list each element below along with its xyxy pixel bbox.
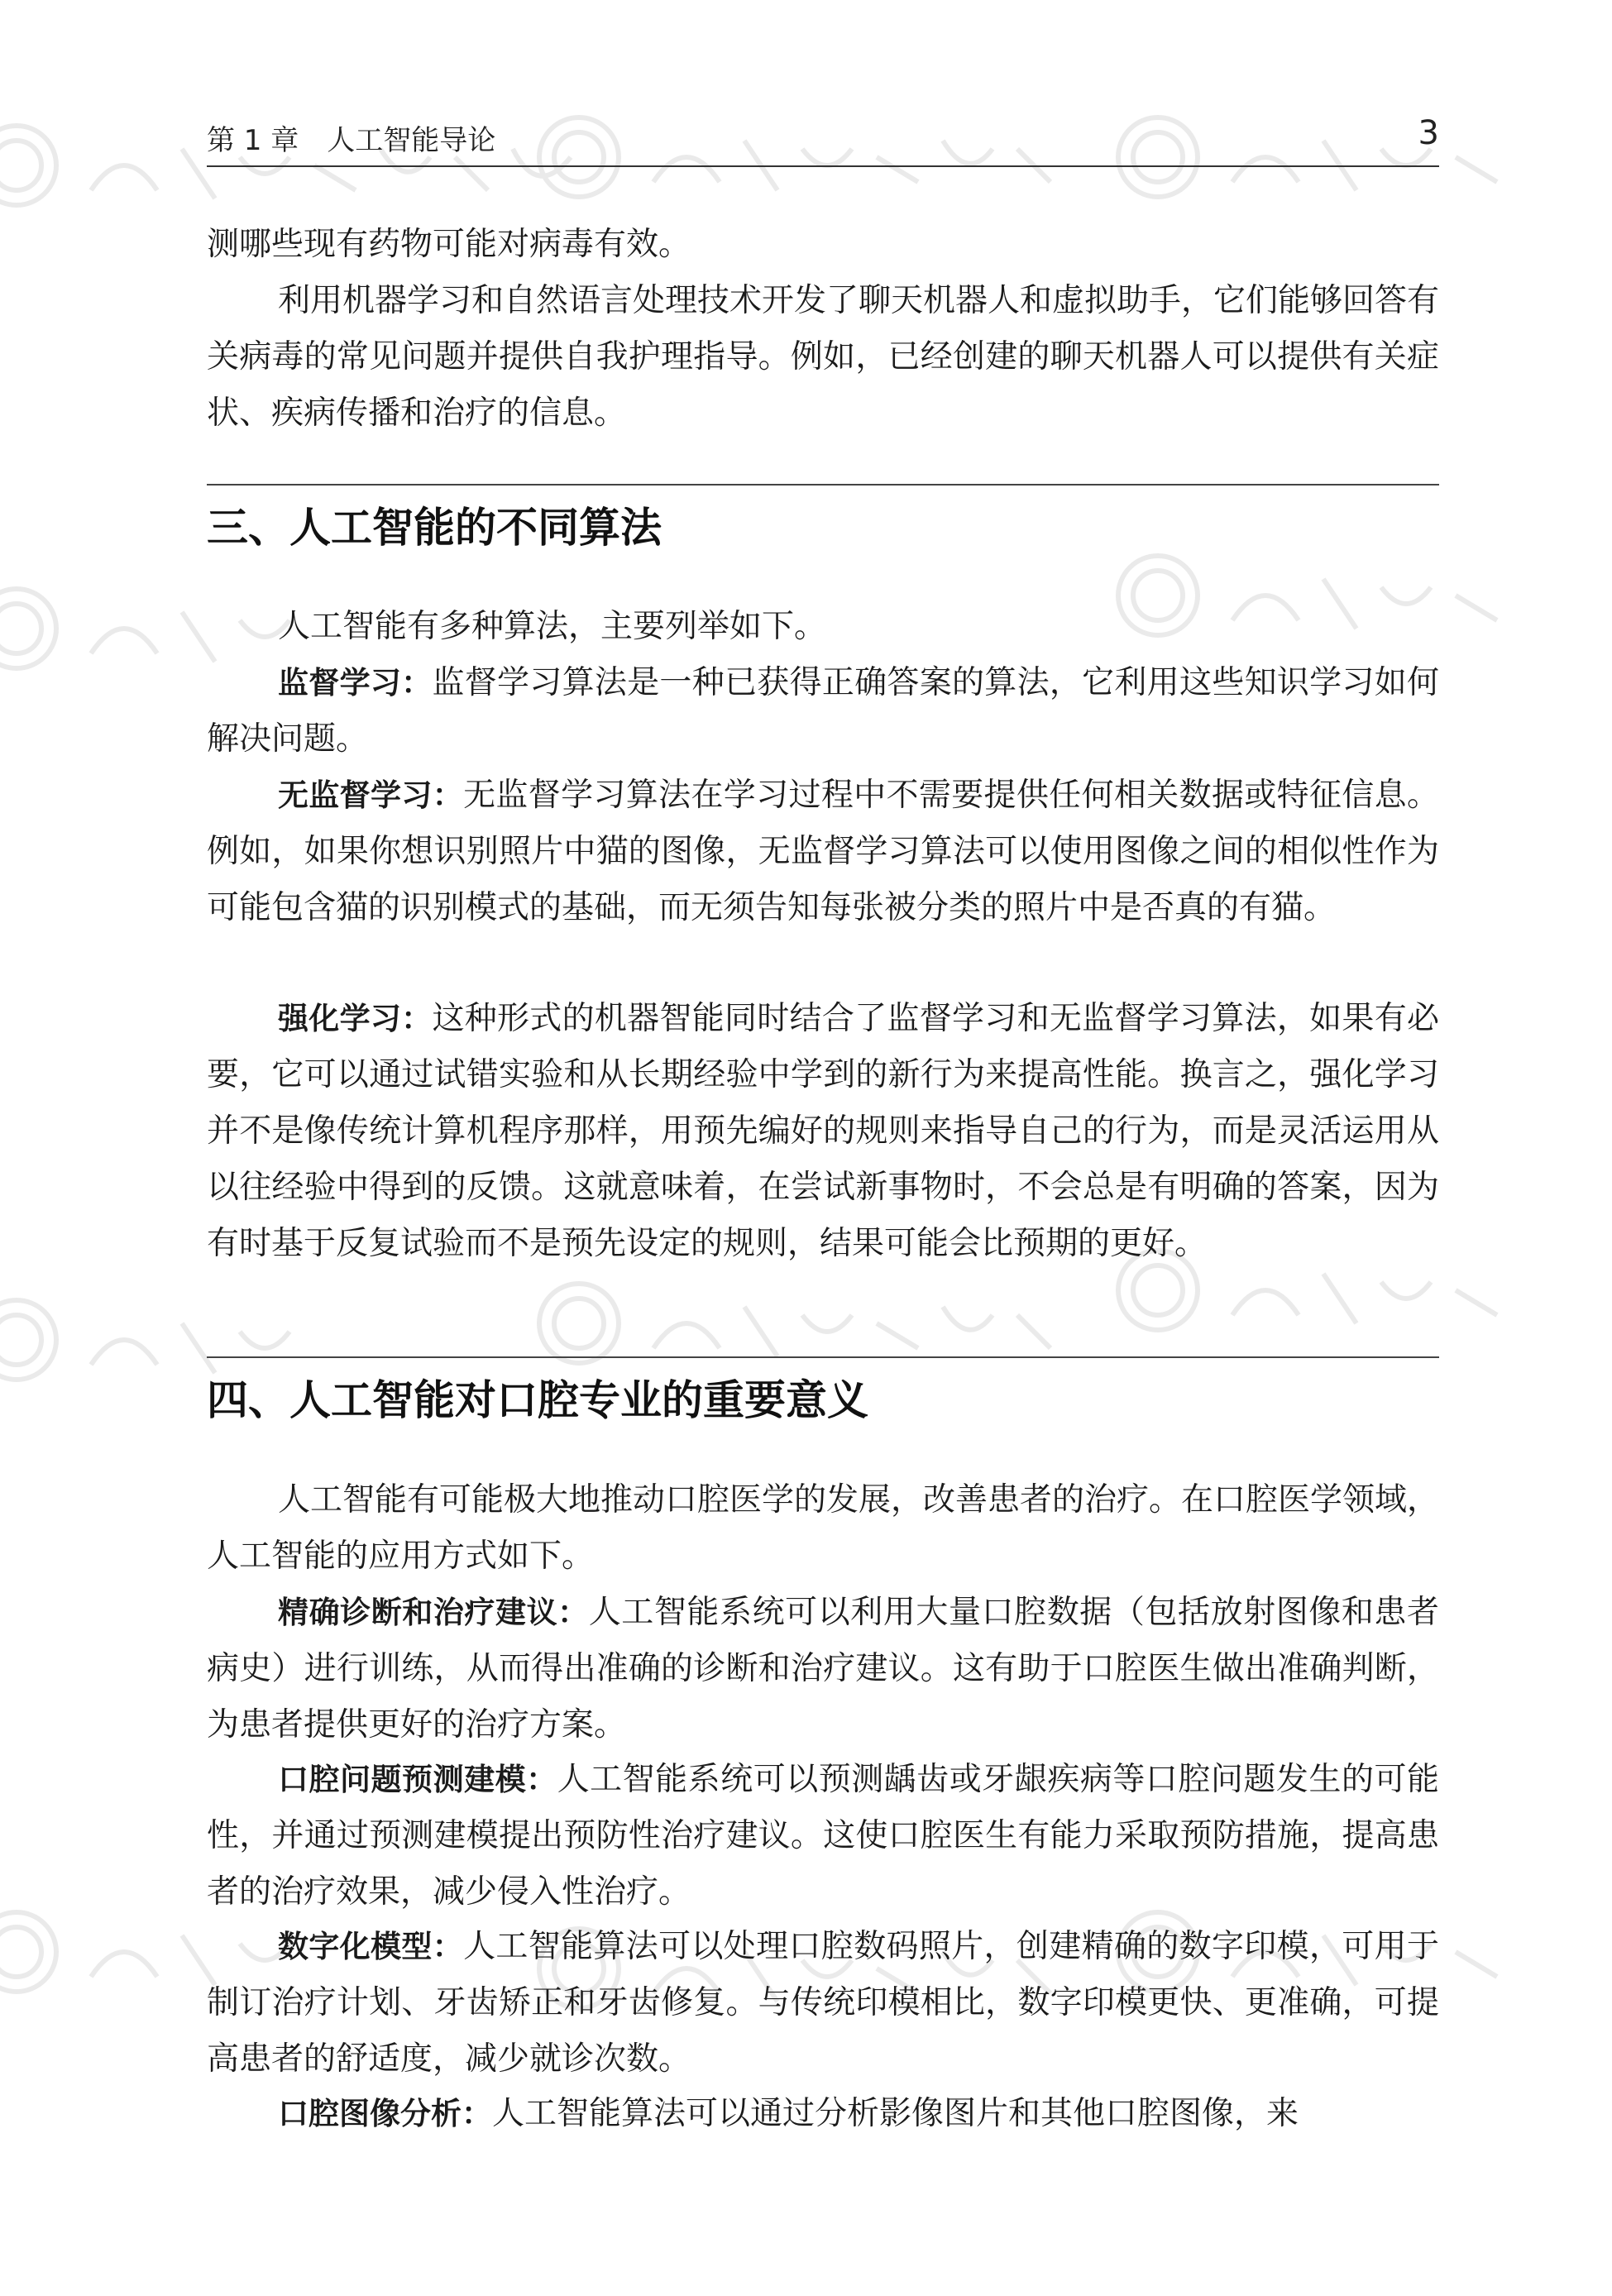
text-prediction: 人工智能系统可以预测龋齿或牙龈疾病等口腔问题发生的可能性，并通过预测建模提出预防性治疗建议。这使口腔医生有能力采取预防措施，提高患者的治疗效果，减少侵入性治疗。 — [207, 1761, 1439, 1911]
term-supervised-learning: 监督学习： — [278, 665, 433, 701]
paragraph-digital-model — [207, 1919, 1439, 2088]
text-unsupervised-learning: 无监督学习算法在学习过程中不需要提供任何相关数据或特征信息。例如，如果你想识别照片中猫的图像，无监督学习算法可以使用图像之间的相似性作为可能包含猫的识别模式的基础，而无须告知每张被分类的照片中是否真的有猫。 — [207, 777, 1439, 926]
text-image-analysis: 人工智能算法可以通过分析影像图片和其他口腔图像，来 — [492, 2095, 1299, 2132]
text-digital-model: 人工智能算法可以处理口腔数码照片，创建精确的数字印模，可用于制订治疗计划、牙齿矫正和牙齿修复。与传统印模相比，数字印模更快、更准确，可提高患者的舒适度，减少就诊次数。 — [207, 1928, 1439, 2078]
paragraph-chatbots: 利用机器学习和自然语言处理技术开发了聊天机器人和虚拟助手，它们能够回答有关病毒的常见问题并提供自我护理指导。例如，已经创建的聊天机器人可以提供有关症状、疾病传播和治疗的信息。 — [207, 282, 1440, 432]
paragraph-continuation: 测哪些现有药物可能对病毒有效。 — [207, 226, 691, 263]
paragraph-reinforcement-learning — [207, 991, 1439, 1272]
text-diagnosis: 人工智能系统可以利用大量口腔数据（包括放射图像和患者病史）进行训练，从而得出准确的诊断和治疗建议。这有助于口腔医生做出准确判断，为患者提供更好的治疗方案。 — [207, 1594, 1439, 1744]
paragraph-prediction — [207, 1752, 1439, 1921]
paragraph-unsupervised-learning — [207, 768, 1439, 936]
section-heading-dental: 四、人工智能对口腔专业的重要意义 — [207, 1376, 868, 1424]
text-supervised-learning: 监督学习算法是一种已获得正确答案的算法，它利用这些知识学习如何解决问题。 — [207, 664, 1439, 758]
term-image-analysis: 口腔图像分析： — [278, 2096, 492, 2131]
term-reinforcement-learning: 强化学习： — [278, 1001, 433, 1036]
paragraph-image-analysis — [207, 2086, 1439, 2142]
section-divider — [207, 1356, 1439, 1358]
text-reinforcement-learning: 这种形式的机器智能同时结合了监督学习和无监督学习算法，如果有必要，它可以通过试错实验和从长期经验中学到的新行为来提高性能。换言之，强化学习并不是像传统计算机程序那样，用预先编好的规则来指导自己的行为，而是灵活运用从以往经验中得到的反馈。这就意味着，在尝试新事物时，不会总是有明确的答案，因为有时基于反复试验而不是预先设定的规则，结果可能会比预期的更好。 — [207, 1000, 1439, 1262]
term-digital-model: 数字化模型： — [278, 1929, 464, 1964]
paragraph-algorithms-intro: 人工智能有多种算法，主要列举如下。 — [278, 608, 827, 645]
term-prediction: 口腔问题预测建模： — [278, 1762, 557, 1797]
section-divider — [207, 484, 1439, 486]
page-number: 3 — [1418, 114, 1439, 152]
term-diagnosis: 精确诊断和治疗建议： — [278, 1595, 589, 1630]
chapter-title: 第 1 章 人工智能导论 — [207, 124, 496, 157]
paragraph-supervised-learning — [207, 655, 1439, 768]
paragraph-diagnosis — [207, 1585, 1439, 1753]
running-header — [207, 108, 1439, 167]
section-heading-algorithms: 三、人工智能的不同算法 — [207, 504, 662, 552]
term-unsupervised-learning: 无监督学习： — [278, 777, 464, 813]
paragraph-dental-intro: 人工智能有可能极大地推动口腔医学的发展，改善患者的治疗。在口腔医学领域，人工智能的应用方式如下。 — [207, 1481, 1440, 1575]
